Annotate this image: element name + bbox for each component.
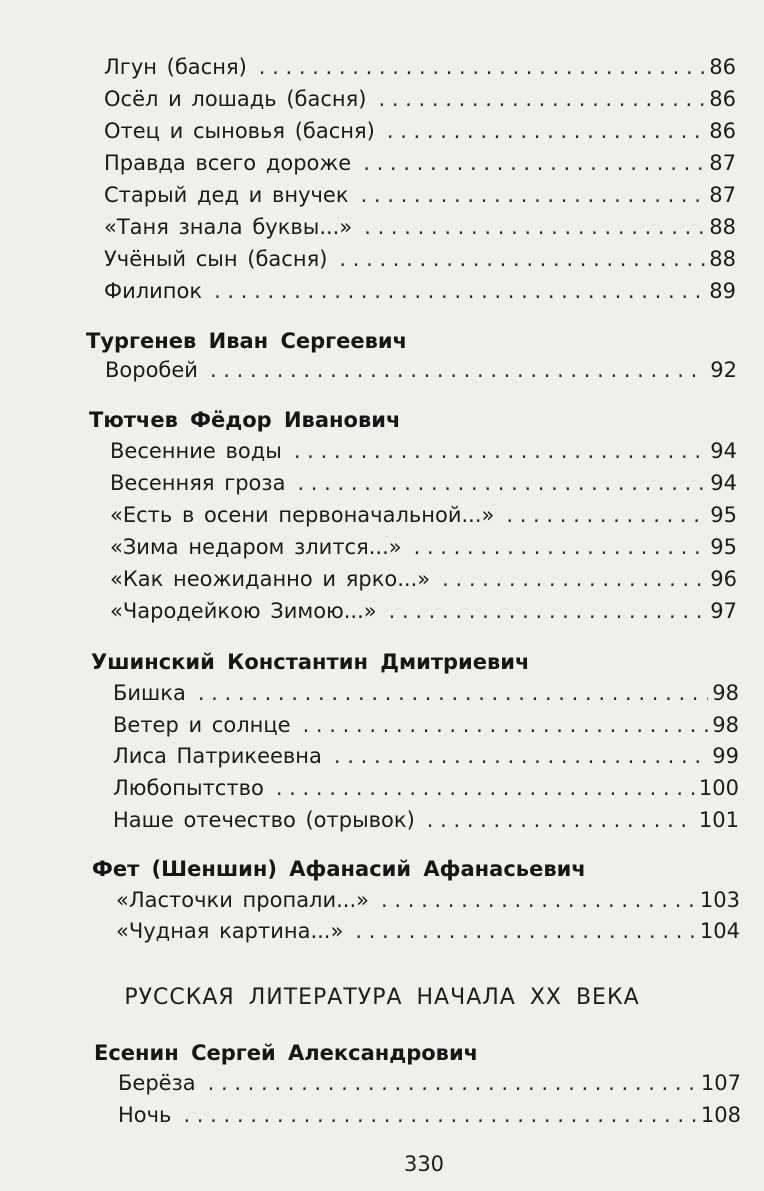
entry-page: 96 [710, 567, 737, 591]
entry-page: 103 [699, 888, 740, 912]
dot-leader [210, 356, 706, 384]
toc-entry[interactable] [104, 277, 736, 305]
entry-title: Наше отечество (отрывок) [113, 808, 415, 832]
dot-leader [363, 149, 705, 177]
toc-entry[interactable] [116, 917, 740, 945]
entry-page: 94 [710, 471, 737, 495]
entry-title: Берёза [118, 1071, 196, 1095]
toc-entry[interactable] [104, 213, 736, 241]
dot-leader [414, 533, 707, 561]
toc-entry[interactable] [113, 774, 739, 802]
dot-leader [355, 917, 696, 945]
entry-page: 99 [712, 744, 739, 768]
dot-leader [427, 806, 695, 834]
entry-title: «Зима недаром злится...» [110, 535, 402, 559]
dot-leader [378, 85, 705, 113]
entry-title: Весенние воды [110, 439, 282, 463]
entry-page: 86 [709, 119, 736, 143]
entry-page: 104 [699, 919, 740, 943]
toc-entry[interactable] [113, 742, 739, 770]
dot-leader [389, 597, 707, 625]
dot-leader [334, 742, 708, 770]
entry-page: 107 [700, 1071, 741, 1095]
dot-leader [214, 277, 705, 305]
entry-title: Лгун (басня) [104, 55, 247, 79]
entry-title: Ночь [118, 1103, 172, 1127]
page-number: 330 [403, 1152, 445, 1176]
entry-page: 87 [709, 151, 736, 175]
dot-leader [294, 437, 706, 465]
dot-leader [387, 117, 705, 145]
toc-entry[interactable] [110, 437, 737, 465]
dot-leader [183, 1101, 696, 1129]
entry-page: 98 [712, 713, 739, 737]
toc-entry[interactable] [105, 356, 737, 384]
entry-page: 86 [709, 55, 736, 79]
entry-page: 95 [710, 503, 737, 527]
author-heading: Ушинский Константин Дмитриевич [91, 650, 530, 674]
toc-entry[interactable] [110, 533, 737, 561]
section-title: РУССКАЯ ЛИТЕРАТУРА НАЧАЛА XX ВЕКА [124, 985, 640, 1010]
entry-title: «Есть в осени первоначальной...» [110, 503, 495, 527]
toc-entry[interactable] [104, 53, 736, 81]
entry-page: 94 [710, 439, 737, 463]
toc-entry[interactable] [104, 181, 736, 209]
dot-leader [276, 774, 695, 802]
toc-entry[interactable] [110, 469, 737, 497]
entry-title: «Чудная картина...» [116, 919, 344, 943]
toc-entry[interactable] [104, 245, 736, 273]
author-heading: Фет (Шеншин) Афанасий Афанасьевич [92, 857, 586, 881]
entry-page: 95 [710, 535, 737, 559]
entry-page: 88 [709, 215, 736, 239]
entry-title: Весенняя гроза [110, 471, 286, 495]
dot-leader [442, 565, 706, 593]
entry-title: Любопытство [113, 776, 264, 800]
author-heading: Есенин Сергей Александрович [94, 1041, 479, 1065]
toc-entry[interactable] [104, 149, 736, 177]
entry-title: «Чародейкою Зимою...» [110, 599, 377, 623]
entry-page: 97 [710, 599, 737, 623]
dot-leader [303, 711, 709, 739]
entry-title: Филипок [104, 279, 203, 303]
entry-title: «Ласточки пропали...» [116, 888, 370, 912]
toc-entry[interactable] [113, 711, 739, 739]
toc-entry[interactable] [113, 806, 739, 834]
entry-title: Воробей [105, 358, 198, 382]
toc-entry[interactable] [110, 597, 737, 625]
toc-entry[interactable] [118, 1069, 741, 1097]
dot-leader [259, 53, 705, 81]
toc-entry[interactable] [104, 85, 736, 113]
dot-leader [506, 501, 706, 529]
entry-title: Лиса Патрикеевна [113, 744, 322, 768]
toc-entry[interactable] [110, 565, 737, 593]
toc-entry[interactable] [113, 679, 739, 707]
entry-page: 88 [709, 247, 736, 271]
dot-leader [364, 213, 705, 241]
entry-page: 89 [709, 279, 736, 303]
author-heading: Тургенев Иван Сергеевич [86, 329, 408, 353]
entry-page: 86 [709, 87, 736, 111]
entry-page: 101 [698, 808, 739, 832]
entry-title: «Таня знала буквы...» [104, 215, 353, 239]
entry-title: Осёл и лошадь (басня) [104, 87, 367, 111]
dot-leader [208, 1069, 697, 1097]
dot-leader [339, 245, 705, 273]
toc-entry[interactable] [118, 1101, 741, 1129]
author-heading: Тютчев Фёдор Иванович [89, 408, 401, 432]
entry-title: Учёный сын (басня) [104, 247, 328, 271]
entry-title: Ветер и солнце [113, 713, 291, 737]
toc-entry[interactable] [116, 886, 740, 914]
dot-leader [198, 679, 708, 707]
entry-page: 108 [700, 1103, 741, 1127]
dot-leader [381, 886, 696, 914]
entry-page: 92 [710, 358, 737, 382]
entry-title: Отец и сыновья (басня) [104, 119, 375, 143]
dot-leader [361, 181, 706, 209]
entry-page: 100 [698, 776, 739, 800]
entry-page: 98 [712, 681, 739, 705]
entry-page: 87 [709, 183, 736, 207]
toc-entry[interactable] [110, 501, 737, 529]
entry-title: Старый дед и внучек [104, 183, 349, 207]
entry-title: Бишка [113, 681, 186, 705]
dot-leader [297, 469, 706, 497]
entry-title: Правда всего дороже [104, 151, 352, 175]
toc-entry[interactable] [104, 117, 736, 145]
entry-title: «Как неожиданно и ярко...» [110, 567, 431, 591]
